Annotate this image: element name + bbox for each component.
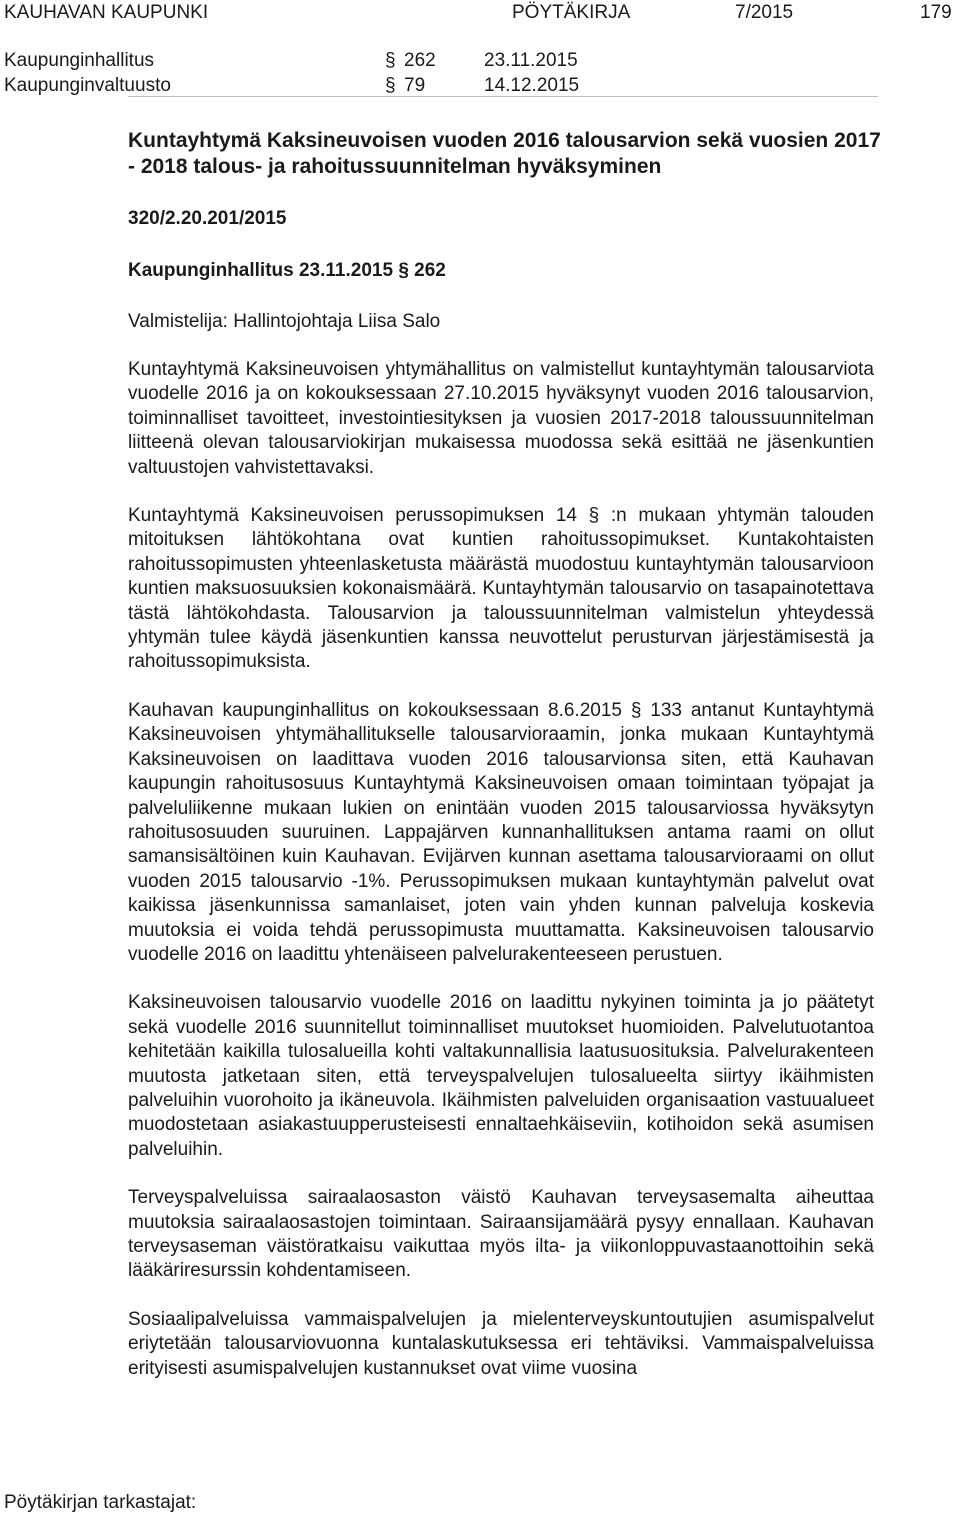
body-paragraph: Terveyspalveluissa sairaalaosaston väistö Kauhavan terveysasemalta aiheuttaa muutoksia sairaalaosastojen toimintaan. Sairaansijamäärä pysyy ennallaan. Kauhavan terveysaseman väistöratkaisu vaikuttaa myös ilta- ja viikonloppuvastaanottoihin sekä lääkäriresurssin kohdentamiseen.: [128, 1187, 874, 1282]
header-body-section: 79: [404, 75, 426, 96]
section-mark-icon: §: [385, 50, 396, 71]
body-paragraph: Kauhavan kaupunginhallitus on kokouksessaan 8.6.2015 § 133 antanut Kuntayhtymä Kaksineuvoisen yhtymähallitukselle talousarvioraamin, jonka mukaan Kuntayhtymä Kaksineuvoisen on laadittava vuoden 2016 talousarvionsa siten, että Kauhavan kaupungin rahoitusosuus Kuntayhtymä Kaksineuvoisen omaan toimintaan työpajat ja palveluliikenne mukaan lukien on enintään vuoden 2015 talousarviossa hyväksytyn rahoitusosuuden suuruinen. Lappajärven kunnanhallituksen antama raami on ollut samansisältöinen kuin Kauhavan. Evijärven kunnan asettama talousarvioraami on ollut vuoden 2015 talousarvio -1%. Perussopimuksen mukaan kuntayhtymän palvelut ovat kaikissa jäsenkunnissa samanlaiset, joten vain yhden kunnan palveluja koskevia muutoksia ei voida tehdä perussopimusta muuttamatta. Kaksineuvoisen talousarvio vuodelle 2016 on laadittu yhtenäiseen palvelurakenteeseen perustuen.: [128, 699, 874, 965]
body-paragraph: Kuntayhtymä Kaksineuvoisen perussopimuksen 14 § :n mukaan yhtymän talouden mitoituksen lähtökohtana ovat kuntien rahoitussopimukset. Kuntakohtaisten rahoitussopimusten yhteenlasketusta määrästä muodostuu kuntayhtymän talousarvioon kuntien maksuosuuksien kokonaismäärä. Kuntayhtymän talousarvio on tasapainotettava tästä lähtökohdasta. Talousarvion ja taloussuunnitelman valmistelun yhteydessä yhtymän tulee käydä jäsenkuntien kanssa neuvottelut perusturvan järjestämisestä ja rahoitussopimuksista.: [128, 505, 874, 673]
document-title: Kuntayhtymä Kaksineuvoisen vuoden 2016 talousarvion sekä vuosien 2017 - 2018 talous- ja rahoitussuunnitelman hyväksyminen: [128, 129, 881, 178]
header-body-name: Kaupunginvaltuusto: [4, 75, 171, 96]
header-body-section: 262: [404, 50, 436, 71]
preparer-line: Valmistelija: Hallintojohtaja Liisa Salo: [128, 311, 441, 332]
header-doc-type: PÖYTÄKIRJA: [512, 2, 631, 23]
diary-number: 320/2.20.201/2015: [128, 208, 287, 229]
footer-reviewers: Pöytäkirjan tarkastajat:: [4, 1492, 197, 1513]
header-body-date: 23.11.2015: [484, 50, 578, 71]
meeting-line: Kaupunginhallitus 23.11.2015 § 262: [128, 260, 446, 281]
section-mark-icon: §: [385, 75, 396, 96]
header-page-number: 179: [920, 2, 952, 23]
header-body-date: 14.12.2015: [484, 75, 580, 96]
header-city: KAUHAVAN KAUPUNKI: [4, 2, 209, 23]
body-paragraph: Kaksineuvoisen talousarvio vuodelle 2016 on laadittu nykyinen toiminta ja jo päätetyt sekä vuodelle 2016 suunnitellut toiminnalliset muutokset huomioiden. Palvelutuotantoa kehitetään kaikilla tulosalueilla kohti valtakunnallisia laatusuosituksia. Palvelurakenteen muutosta jatketaan siten, että terveyspalvelujen tulosalueelta siirtyy ikäihmisten palveluihin vuorohoito ja ikäneuvola. Ikäihmisten palveluiden organisaation vastuualueet muodostetaan asiakastuupperusteisesti ennaltaehkäiseviin, kotihoidon sekä asumisen palveluihin.: [128, 992, 874, 1160]
body-paragraph: Kuntayhtymä Kaksineuvoisen yhtymähallitus on valmistellut kuntayhtymän talousarviota vuodelle 2016 ja on kokouksessaan 27.10.2015 hyväksynyt vuoden 2016 talousarvion, toiminnalliset tavoitteet, investointiesityksen ja vuosien 2017-2018 taloussuunnitelman liitteenä olevan talousarviokirjan mukaisessa muodossa sekä esittää ne jäsenkuntien valtuustojen vahvistettavaksi.: [128, 359, 874, 478]
header-body-name: Kaupunginhallitus: [4, 50, 155, 71]
document-body: [128, 358, 874, 1405]
body-paragraph: Sosiaalipalveluissa vammaispalvelujen ja mielenterveyskuntoutujien asumispalvelut eriytetään talousarviovuonna kuntalaskutuksessa eri tehtäviksi. Vammaispalveluissa erityisesti asumispalvelujen kustannukset ovat viime vuosina: [128, 1308, 874, 1379]
header-divider: [128, 96, 878, 97]
header-doc-number: 7/2015: [735, 2, 794, 23]
